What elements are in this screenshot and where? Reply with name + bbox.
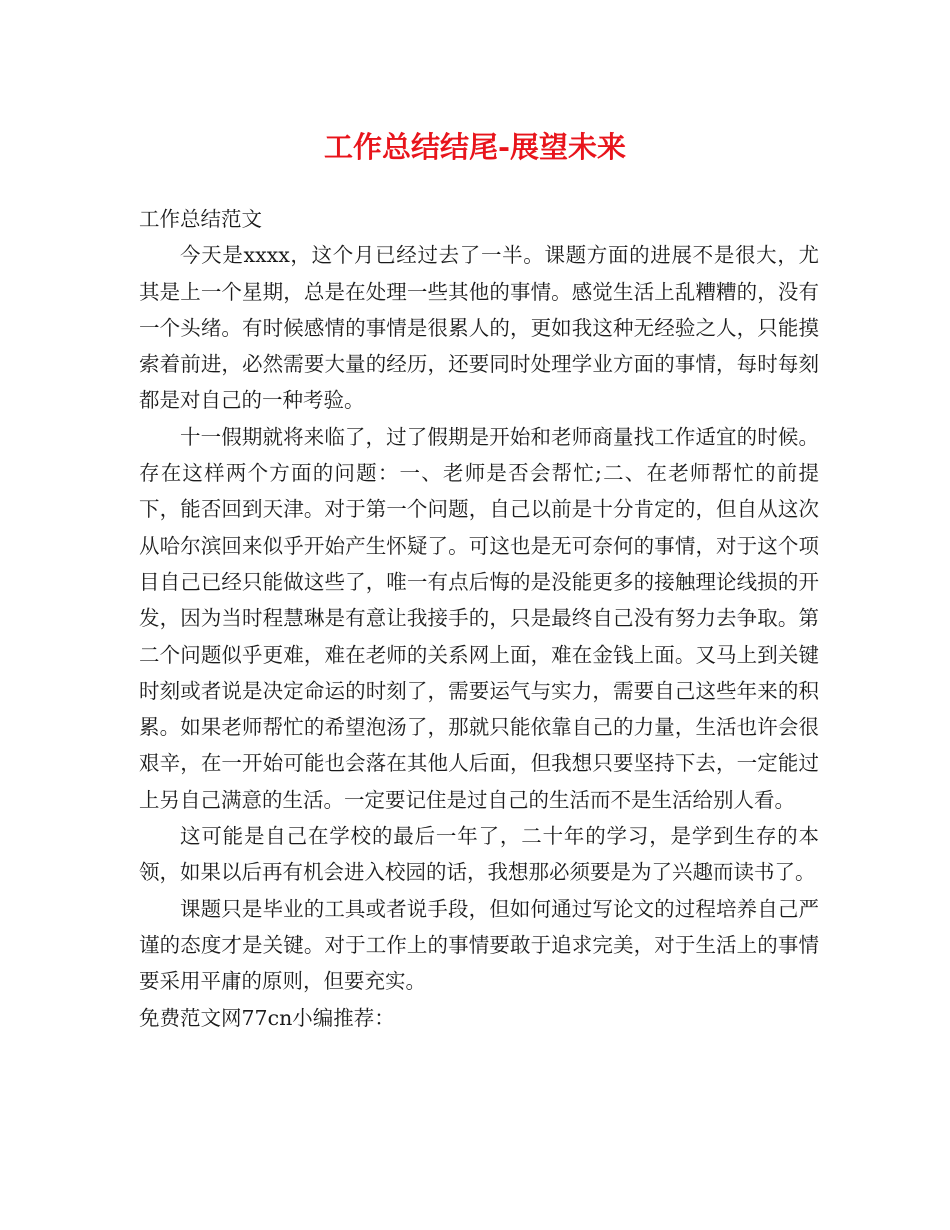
document-body <box>139 201 819 1036</box>
document-title: 工作总结结尾-展望未来 <box>323 130 627 164</box>
paragraph-4: 课题只是毕业的工具或者说手段，但如何通过写论文的过程培养自己严谨的态度才是关键。对于工作上的事情要敢于追求完美，对于生活上的事情要采用平庸的原则，但要充实。 <box>139 896 819 994</box>
document-subtitle: 工作总结范文 <box>139 207 262 231</box>
paragraph-3: 这可能是自己在学校的最后一年了，二十年的学习，是学到生存的本领，如果以后再有机会进入校园的话，我想那必须要是为了兴趣而读书了。 <box>139 824 819 885</box>
paragraph-2: 十一假期就将来临了，过了假期是开始和老师商量找工作适宜的时候。存在这样两个方面的问题：一、老师是否会帮忙;二、在老师帮忙的前提下，能否回到天津。对于第一个问题，自己以前是十分肯定的，但自从这次从哈尔滨回来似乎开始产生怀疑了。可这也是无可奈何的事情，对于这个项目自己已经只能做这些了，唯一有点后悔的是没能更多的接触理论线损的开发，因为当时程慧琳是有意让我接手的，只是最终自己没有努力去争取。第二个问题似乎更难，难在老师的关系网上面，难在金钱上面。又马上到关键时刻或者说是决定命运的时刻了，需要运气与实力，需要自己这些年来的积累。如果老师帮忙的希望泡汤了，那就只能依靠自己的力量，生活也许会很艰辛，在一开始可能也会落在其他人后面，但我想只要坚持下去，一定能过上另自己满意的生活。一定要记住是过自己的生活而不是生活给别人看。 <box>139 424 819 812</box>
paragraph-1: 今天是xxxx，这个月已经过去了一半。课题方面的进展不是很大，尤其是上一个星期，总是在处理一些其他的事情。感觉生活上乱糟糟的，没有一个头绪。有时候感情的事情是很累人的，更如我这种无经验之人，只能摸索着前进，必然需要大量的经历，还要同时处理学业方面的事情，每时每刻都是对自己的一种考验。 <box>139 243 819 413</box>
footer-note: 免费范文网77cn小编推荐： <box>139 1005 395 1030</box>
